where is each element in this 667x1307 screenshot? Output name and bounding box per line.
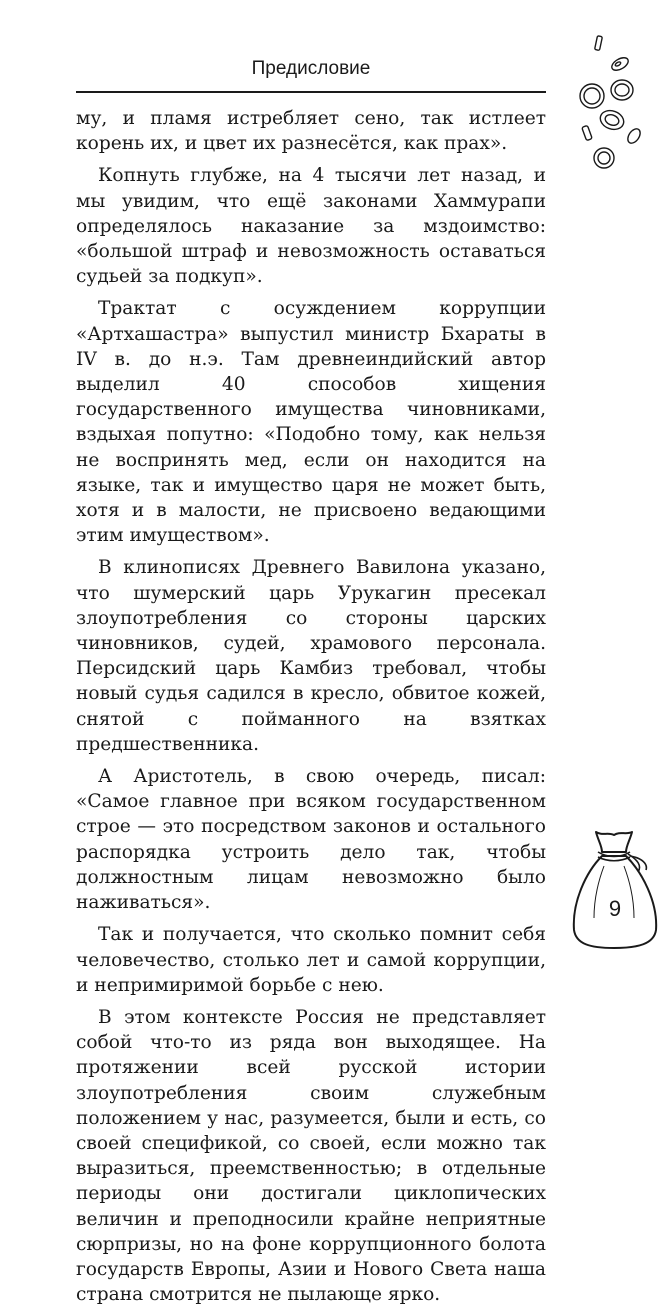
body-text <box>76 106 546 1307</box>
paragraph: А Аристотель, в свою очередь, писал: «Самое главное при всяком государственном строе — это посредством законов и остального распорядка устроить дело так, чтобы должностным лицам невозможно было наживаться». <box>76 766 546 914</box>
page-number: 9 <box>608 896 622 921</box>
paragraph: Трактат с осуждением коррупции «Артхашастра» выпустил министр Бхараты в IV в. до н.э. Там древнеиндийский автор выделил 40 способов хищения государственного имущества чиновниками, вздыхая попутно: «Подобно тому, как нельзя не воспринять мед, если он находится на языке, так и имущество царя не может быть, хотя и в малости, не присвоено ведающими этим имуществом». <box>76 298 546 547</box>
paragraph: Так и получается, что сколько помнит себя человечество, столько лет и самой коррупции, и непримиримой борьбе с нею. <box>76 924 546 996</box>
paragraph: В этом контексте Россия не представляет собой что-то из ряда вон выходящее. На протяжении всей русской истории злоупотребления своим служебным положением у нас, разумеется, были и есть, со своей спецификой, со своей, если можно так выразиться, преемственностью; в отдельные периоды они достигали циклопических величин и преподносили крайне неприятные сюрпризы, но на фоне коррупционного болота государств Европы, Азии и Нового Света наша страна смотрится не пылающе ярко. <box>76 1006 546 1306</box>
coins-icon <box>570 28 650 178</box>
header-rule <box>76 91 546 93</box>
paragraph: В клинописях Древнего Вавилона указано, что шумерский царь Урукагин пресекал злоупотребления со стороны царских чиновников, судей, храмового персонала. Персидский царь Камбиз требовал, чтобы новый судья садился в кресло, обвитое кожей, снятой с пойманного на взятках предшественника. <box>76 557 546 755</box>
paragraph: му, и пламя истребляет сено, так истлеет корень их, и цвет их разнесётся, как прах». <box>76 108 546 155</box>
paragraph: Копнуть глубже, на 4 тысячи лет назад, и мы увидим, что ещё законами Хаммурапи определялось наказание за мздоимство: «большой штраф и невозможность оставаться судьей за подкуп». <box>76 165 546 288</box>
running-header: Предисловие <box>251 58 371 79</box>
money-bag-icon <box>568 826 660 952</box>
